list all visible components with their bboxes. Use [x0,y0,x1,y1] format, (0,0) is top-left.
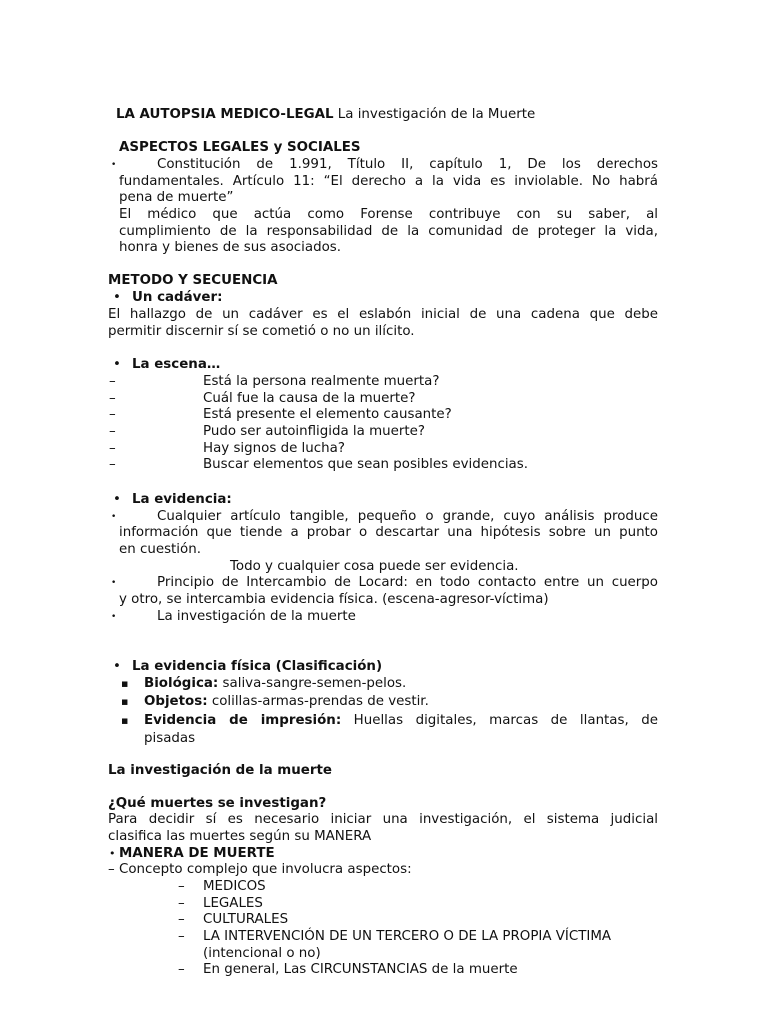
aspecto-item: MEDICOS [203,879,266,894]
cadaver-line2: permitir discernir sí se cometió o no un ilícito. [108,324,415,339]
legal-heading: ASPECTOS LEGALES y SOCIALES [119,140,361,155]
title-bold: LA AUTOPSIA MEDICO-LEGAL [116,107,334,122]
bullet-marker: • [113,492,121,507]
impresion-line2: pisadas [144,731,196,746]
square-marker: ▪ [121,695,129,708]
escena-item: Cuál fue la causa de la muerte? [203,391,416,406]
dash-marker: – [178,912,185,927]
escena-item: Buscar elementos que sean posibles evidencias. [203,457,528,472]
dash-marker: – [109,391,116,406]
medico-line2: cumplimiento de la responsabilidad de la comunidad de proteger la vida, [119,224,658,239]
legal-item-line1: Constitución de 1.991, Título II, capítulo 1, De los derechos [157,157,658,172]
bullet-marker: • [111,612,117,622]
aspecto-item-continued: (intencional o no) [203,946,321,961]
escena-item: Hay signos de lucha? [203,441,345,456]
impresion-label: Evidencia de impresión: [144,713,342,728]
aspecto-item: LEGALES [203,896,263,911]
objetos-text: colillas-armas-prendas de vestir. [207,694,429,709]
objetos-label: Objetos: [144,694,208,709]
escena-label: La escena… [132,357,221,372]
aspecto-item: En general, Las CIRCUNSTANCIAS de la muerte [203,962,518,977]
para-line1: Para decidir sí es necesario iniciar una investigación, el sistema judicial [108,812,658,827]
medico-line1: El médico que actúa como Forense contribuye con su saber, al [119,207,658,222]
metodo-heading: METODO Y SECUENCIA [108,273,278,288]
dash-marker: – [178,962,185,977]
aspecto-item: CULTURALES [203,912,289,927]
dash-marker: – [109,374,116,389]
square-marker: ▪ [121,677,129,690]
bullet-marker: • [113,659,121,674]
escena-item: Está presente el elemento causante? [203,407,452,422]
fisica-biologica [144,676,406,693]
locard-line2: y otro, se intercambia evidencia física. (escena-agresor-víctima) [119,592,549,607]
cadaver-label: Un cadáver: [132,290,223,305]
aspecto-item: LA INTERVENCIÓN DE UN TERCERO O DE LA PROPIA VÍCTIMA [203,929,612,944]
escena-item: Pudo ser autoinfligida la muerte? [203,424,425,439]
bullet-marker: • [109,847,116,860]
legal-item-line3: pena de muerte” [119,190,234,205]
bullet-marker: • [113,357,121,372]
concepto-line: Concepto complejo que involucra aspectos: [119,862,412,877]
bullet-marker: • [111,578,117,588]
dash-marker: – [109,407,116,422]
escena-item: Está la persona realmente muerta? [203,374,440,389]
fisica-impresion [144,713,658,730]
manera-heading: MANERA DE MUERTE [119,846,275,861]
dash-marker: – [178,929,185,944]
legal-item-line2: fundamentales. Artículo 11: “El derecho a la vida es inviolable. No habrá [119,174,658,189]
evidencia-line3: en cuestión. [119,542,201,557]
dash-marker: – [109,457,116,472]
bullet-marker: • [111,160,117,170]
invest-item: La investigación de la muerte [157,609,356,624]
dash-marker: – [178,879,185,894]
biologica-label: Biológica: [144,676,219,691]
evidencia-label: La evidencia: [132,492,232,507]
evidencia-line2: información que tiende a probar o descartar una hipótesis sobre un punto [119,525,658,540]
evidencia-line1: Cualquier artículo tangible, pequeño o grande, cuyo análisis produce [157,509,658,524]
dash-marker: – [178,896,185,911]
fisica-objetos [144,694,429,711]
evidencia-center: Todo y cualquier cosa puede ser evidencia. [230,559,519,574]
impresion-text: Huellas digitales, marcas de llantas, de [341,713,658,728]
dash-marker: – [108,862,115,877]
bullet-marker: • [111,512,117,522]
square-marker: ▪ [121,714,129,727]
dash-marker: – [109,424,116,439]
fisica-label: La evidencia física (Clasificación) [132,659,383,674]
investigacion-heading: La investigación de la muerte [108,763,332,778]
para-line2: clasifica las muertes según su MANERA [108,829,372,844]
locard-line1: Principio de Intercambio de Locard: en todo contacto entre un cuerpo [157,575,658,590]
biologica-text: saliva-sangre-semen-pelos. [218,676,407,691]
document-title [116,107,666,124]
title-rest: La investigación de la Muerte [333,107,536,122]
medico-line3: honra y bienes de sus asociados. [119,240,342,255]
dash-marker: – [109,441,116,456]
bullet-marker: • [113,290,121,305]
cadaver-line1: El hallazgo de un cadáver es el eslabón inicial de una cadena que debe [108,307,658,322]
question-heading: ¿Qué muertes se investigan? [108,796,327,811]
